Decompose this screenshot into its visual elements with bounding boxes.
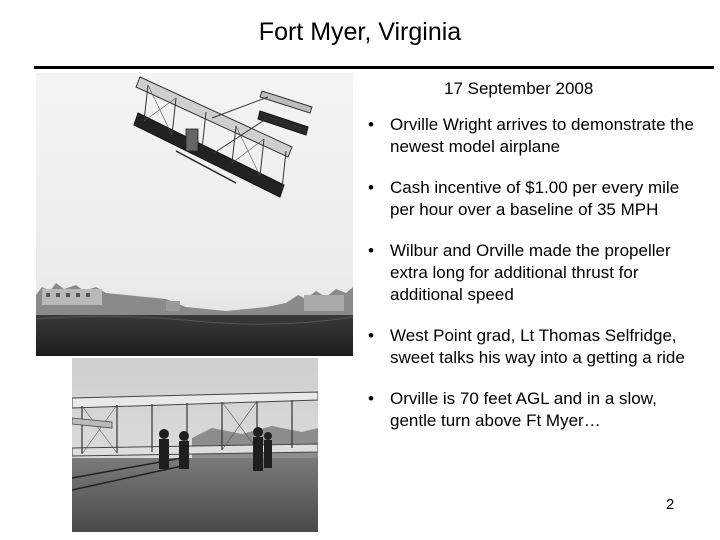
bullet-text: West Point grad, Lt Thomas Selfridge, sweet talks his way into a getting a ride	[390, 326, 685, 367]
bullet-icon: •	[368, 241, 374, 260]
biplane-in-flight-photo	[36, 73, 353, 356]
list-item	[366, 177, 706, 221]
page-number: 2	[666, 496, 675, 513]
bullet-text: Orville is 70 feet AGL and in a slow, gentle turn above Ft Myer…	[390, 389, 657, 430]
bullet-icon: •	[368, 178, 374, 197]
slide-title: Fort Myer, Virginia	[258, 18, 462, 46]
bullet-icon: •	[368, 326, 374, 345]
bullet-icon: •	[368, 389, 374, 408]
biplane-on-ground-photo	[72, 358, 318, 532]
bullet-text: Wilbur and Orville made the propeller extra long for additional thrust for additional speed	[390, 241, 671, 304]
list-item	[366, 240, 706, 306]
list-item	[366, 325, 706, 369]
event-date: 17 September 2008	[444, 79, 594, 98]
bullet-text: Cash incentive of $1.00 per every mile per hour over a baseline of 35 MPH	[390, 178, 680, 219]
list-item	[366, 388, 706, 432]
bullet-icon: •	[368, 115, 374, 134]
title-divider	[34, 66, 714, 69]
bullet-list	[366, 114, 706, 451]
bullet-text: Orville Wright arrives to demonstrate the newest model airplane	[390, 115, 694, 156]
list-item	[366, 114, 706, 158]
